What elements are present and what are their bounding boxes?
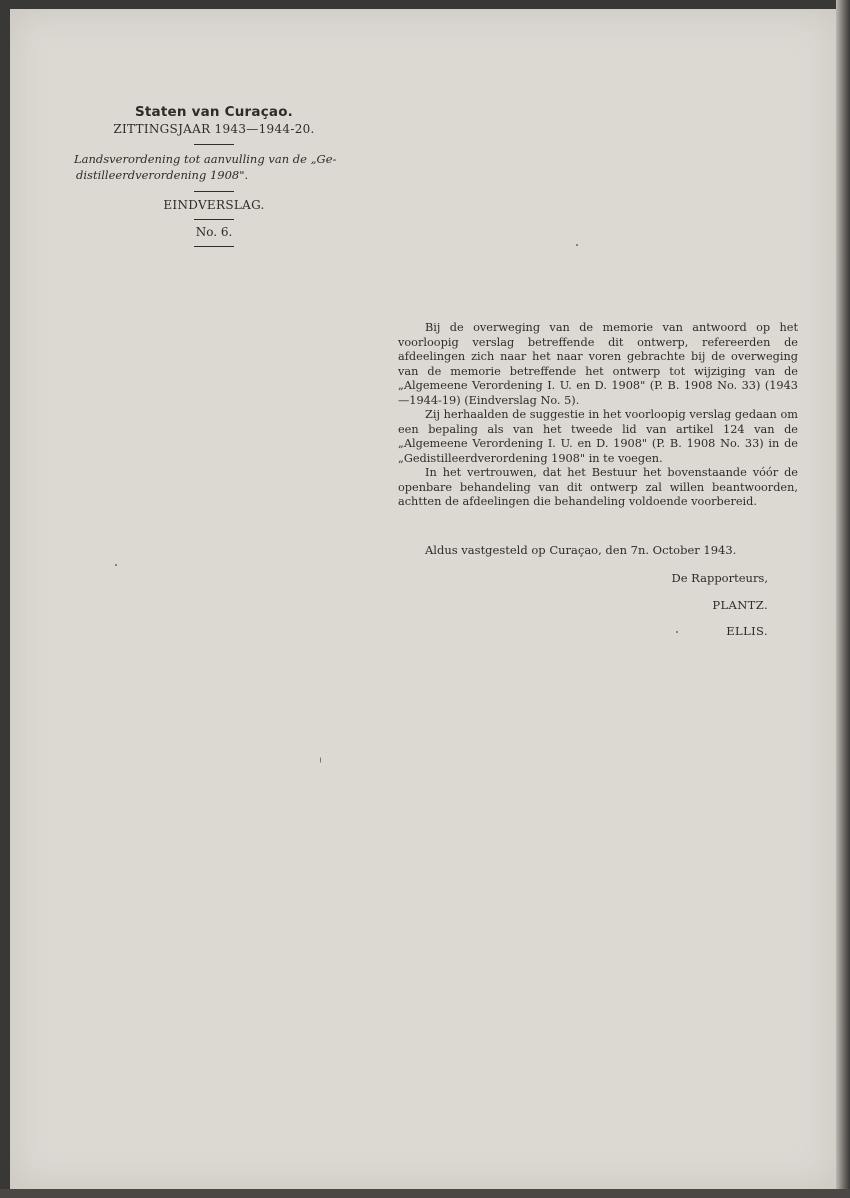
- body-paragraph: Zij herhaalden de suggestie in het voorloopig verslag gedaan om een bepaling als van het tweede lid van artikel 124 van de „Algemeene Verordening I. U. en D. 1908" (P. B. 1908 No. 33) in de „Gedistilleerdverordening 1908" in te voegen.: [398, 408, 798, 465]
- paper-speck: [576, 244, 578, 246]
- signatory-name: ELLIS.: [726, 624, 768, 638]
- scan-edge-bottom: [0, 1189, 850, 1198]
- document-header: [64, 96, 364, 253]
- paper-speck: [320, 757, 321, 763]
- document-number: No. 6.: [195, 225, 233, 239]
- subject-line: Landsverordening tot aanvulling van de „Ge-: [74, 152, 337, 166]
- paper-speck: [115, 564, 117, 566]
- rapporteurs-label: De Rapporteurs,: [671, 571, 768, 585]
- closing-block: [398, 543, 768, 638]
- subject-line: distilleerdverordening 1908".: [76, 168, 249, 182]
- organization-name: Staten van Curaçao.: [134, 104, 294, 120]
- session-year: ZITTINGSJAAR 1943—1944-20.: [113, 122, 315, 136]
- body-paragraph: Bij de overweging van de memorie van antwoord op het voorloopig verslag betreffende dit ontwerp, refereerden de afdeelingen zich naar het naar voren gebrachte bij de overweging van de memorie betreffende het ontwerp tot wijziging van de „Algemeene Verordening I. U. en D. 1908" (P. B. 1908 No. 33) (1943—1944-19) (Eindverslag No. 5).: [398, 321, 798, 407]
- adoption-statement: Aldus vastgesteld op Curaçao, den 7n. October 1943.: [425, 543, 737, 557]
- document-type: EINDVERSLAG.: [163, 198, 265, 212]
- subject-title: [64, 151, 364, 183]
- header-divider: [194, 246, 234, 247]
- scan-edge-right: [836, 0, 850, 1198]
- header-divider: [194, 191, 234, 192]
- signatory-name: PLANTZ.: [712, 598, 768, 612]
- report-body: [398, 321, 798, 510]
- header-divider: [194, 144, 234, 145]
- header-divider: [194, 219, 234, 220]
- body-paragraph: In het vertrouwen, dat het Bestuur het bovenstaande vóór de openbare behandeling van dit ontwerp zal willen beantwoorden, achtten de afdeelingen die behandeling voldoende voorbereid.: [398, 466, 798, 508]
